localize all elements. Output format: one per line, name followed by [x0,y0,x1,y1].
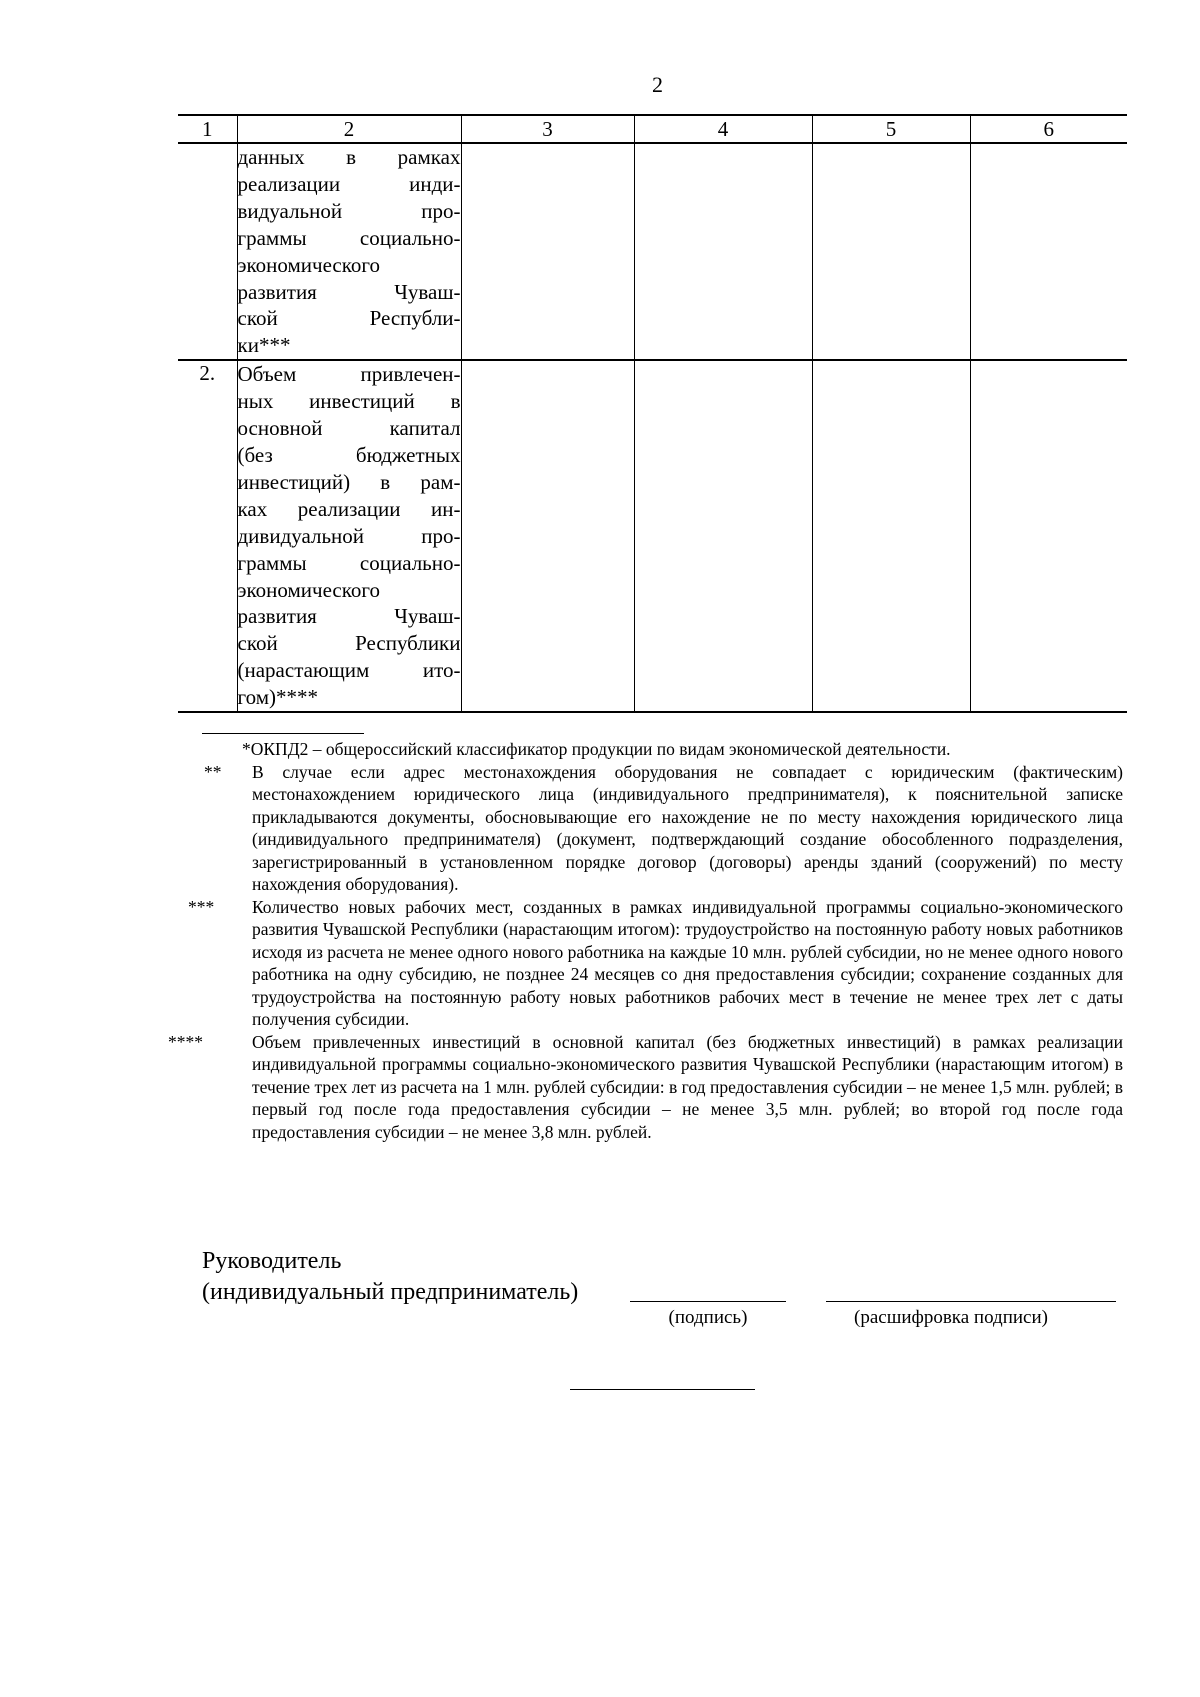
indicator-name-line: развития Чуваш- [237,279,461,304]
footnote-text: Объем привлеченных инвестиций в основной капитал (без бюджетных инвестиций) в рамках реализации индивидуальной программы социально-экономического развития Чувашской Республики (нарастающим итогом) в течение трех лет из расчета на 1 млн. рублей субсидии: в год предоставления субсидии – не менее 1,5 млн. рублей; в первый год после года предоставления субсидии – не менее 3,5 млн. рублей; во второй год после года предоставления субсидии – не менее 3,8 млн. рублей. [252,1031,1123,1142]
footnote-mark: *** [188,896,215,917]
indicator-name-line: основной капитал [237,416,461,441]
footnotes [168,738,1123,1143]
footnote [168,1031,1123,1144]
indicator-name-line: граммы социально- [237,550,461,575]
column-header: 1 [178,115,237,143]
indicator-name-line: дивидуальной про- [237,523,461,548]
indicator-name-line: данных в рамках [237,145,461,169]
indicator-name-line: (нарастающим ито- [237,658,461,683]
footnote-text: ОКПД2 – общероссийский классификатор продукции по видам экономической деятельности. [250,739,951,759]
column-header: 3 [461,115,634,143]
signatory-block [202,1246,578,1308]
footnote-separator [202,733,364,734]
indicator-name-line: ской Республики [237,631,461,656]
table-cell [970,143,1127,360]
table-row [178,360,1127,712]
row-number: 2. [178,360,237,712]
table-cell [812,143,970,360]
table-cell [461,360,634,712]
footnote-text: В случае если адрес местонахождения оборудования не совпадает с юридическим (фактическим) местонахождением юридического лица (индивидуального предпринимателя), к пояснительной записке прикладываются документы, обосновывающие его нахождение не по месту нахождения юридического лица (индивидуального предпринимателя) (документ, подтверждающий создание обособленного подразделения, зарегистрированный в установленном порядке договор (договоры) аренды зданий (сооружений) по месту нахождения оборудования). [252,761,1123,894]
signature-line [630,1301,786,1302]
end-separator [570,1389,755,1390]
signature-decode-caption: (расшифровка подписи) [854,1307,1048,1328]
page-number: 2 [652,72,663,97]
signatory-subtitle: (индивидуальный предприниматель) [202,1279,579,1305]
indicator-name-line: граммы социально- [237,225,461,250]
table-header-row [178,115,1127,143]
signatory-title: Руководитель [202,1248,342,1274]
footnote-mark: **** [168,1031,203,1052]
signature-decode-line [826,1301,1116,1302]
indicator-name-line: развития Чуваш- [237,604,461,629]
footnote [198,761,1123,896]
column-header: 5 [812,115,970,143]
indicator-name-line: Объем привлечен- [237,362,461,387]
table-cell [970,360,1127,712]
indicator-name-line: ской Республи- [237,306,461,331]
column-header: 6 [970,115,1127,143]
indicator-name-line: (без бюджетных [237,442,461,467]
table-cell [634,360,812,712]
indicator-name-line: гом)**** [237,685,318,710]
indicator-name-line: инвестиций) в рам- [237,469,461,494]
row-number [178,143,237,360]
table-row [178,143,1127,360]
table-cell [812,360,970,712]
indicator-name-line: реализации инди- [237,171,461,196]
indicator-name-line: экономического [237,252,380,277]
footnote [198,738,1123,761]
footnote-mark: ** [204,761,222,782]
indicator-name-line: экономического [237,577,380,602]
indicator-name-line: видуальной про- [237,198,461,223]
indicator-name [237,360,461,712]
signature-caption: (подпись) [668,1307,748,1328]
indicators-table [178,114,1127,713]
footnote-text: Количество новых рабочих мест, созданных в рамках индивидуальной программы социально-экономического развития Чувашской Республики (нарастающим итогом): трудоустройство на постоянную работу новых работников исходя из расчета не менее одного нового работника на каждые 10 млн. рублей субсидии, но не менее одного нового работника на одну субсидию, не позднее 24 месяцев со дня предоставления субсидии; сохранение созданных для трудоустройства на постоянную работу новых работников рабочих мест в течение не менее трех лет с даты получения субсидии. [252,896,1123,1029]
indicator-name-line: ных инвестиций в [237,389,461,414]
indicator-name-line: ках реализации ин- [237,496,461,521]
table-cell [634,143,812,360]
column-header: 2 [237,115,461,143]
indicator-name [237,143,461,360]
footnote-mark: * [242,739,251,759]
table-cell [461,143,634,360]
column-header: 4 [634,115,812,143]
footnote [188,896,1123,1031]
indicator-name-line: ки*** [237,333,291,358]
